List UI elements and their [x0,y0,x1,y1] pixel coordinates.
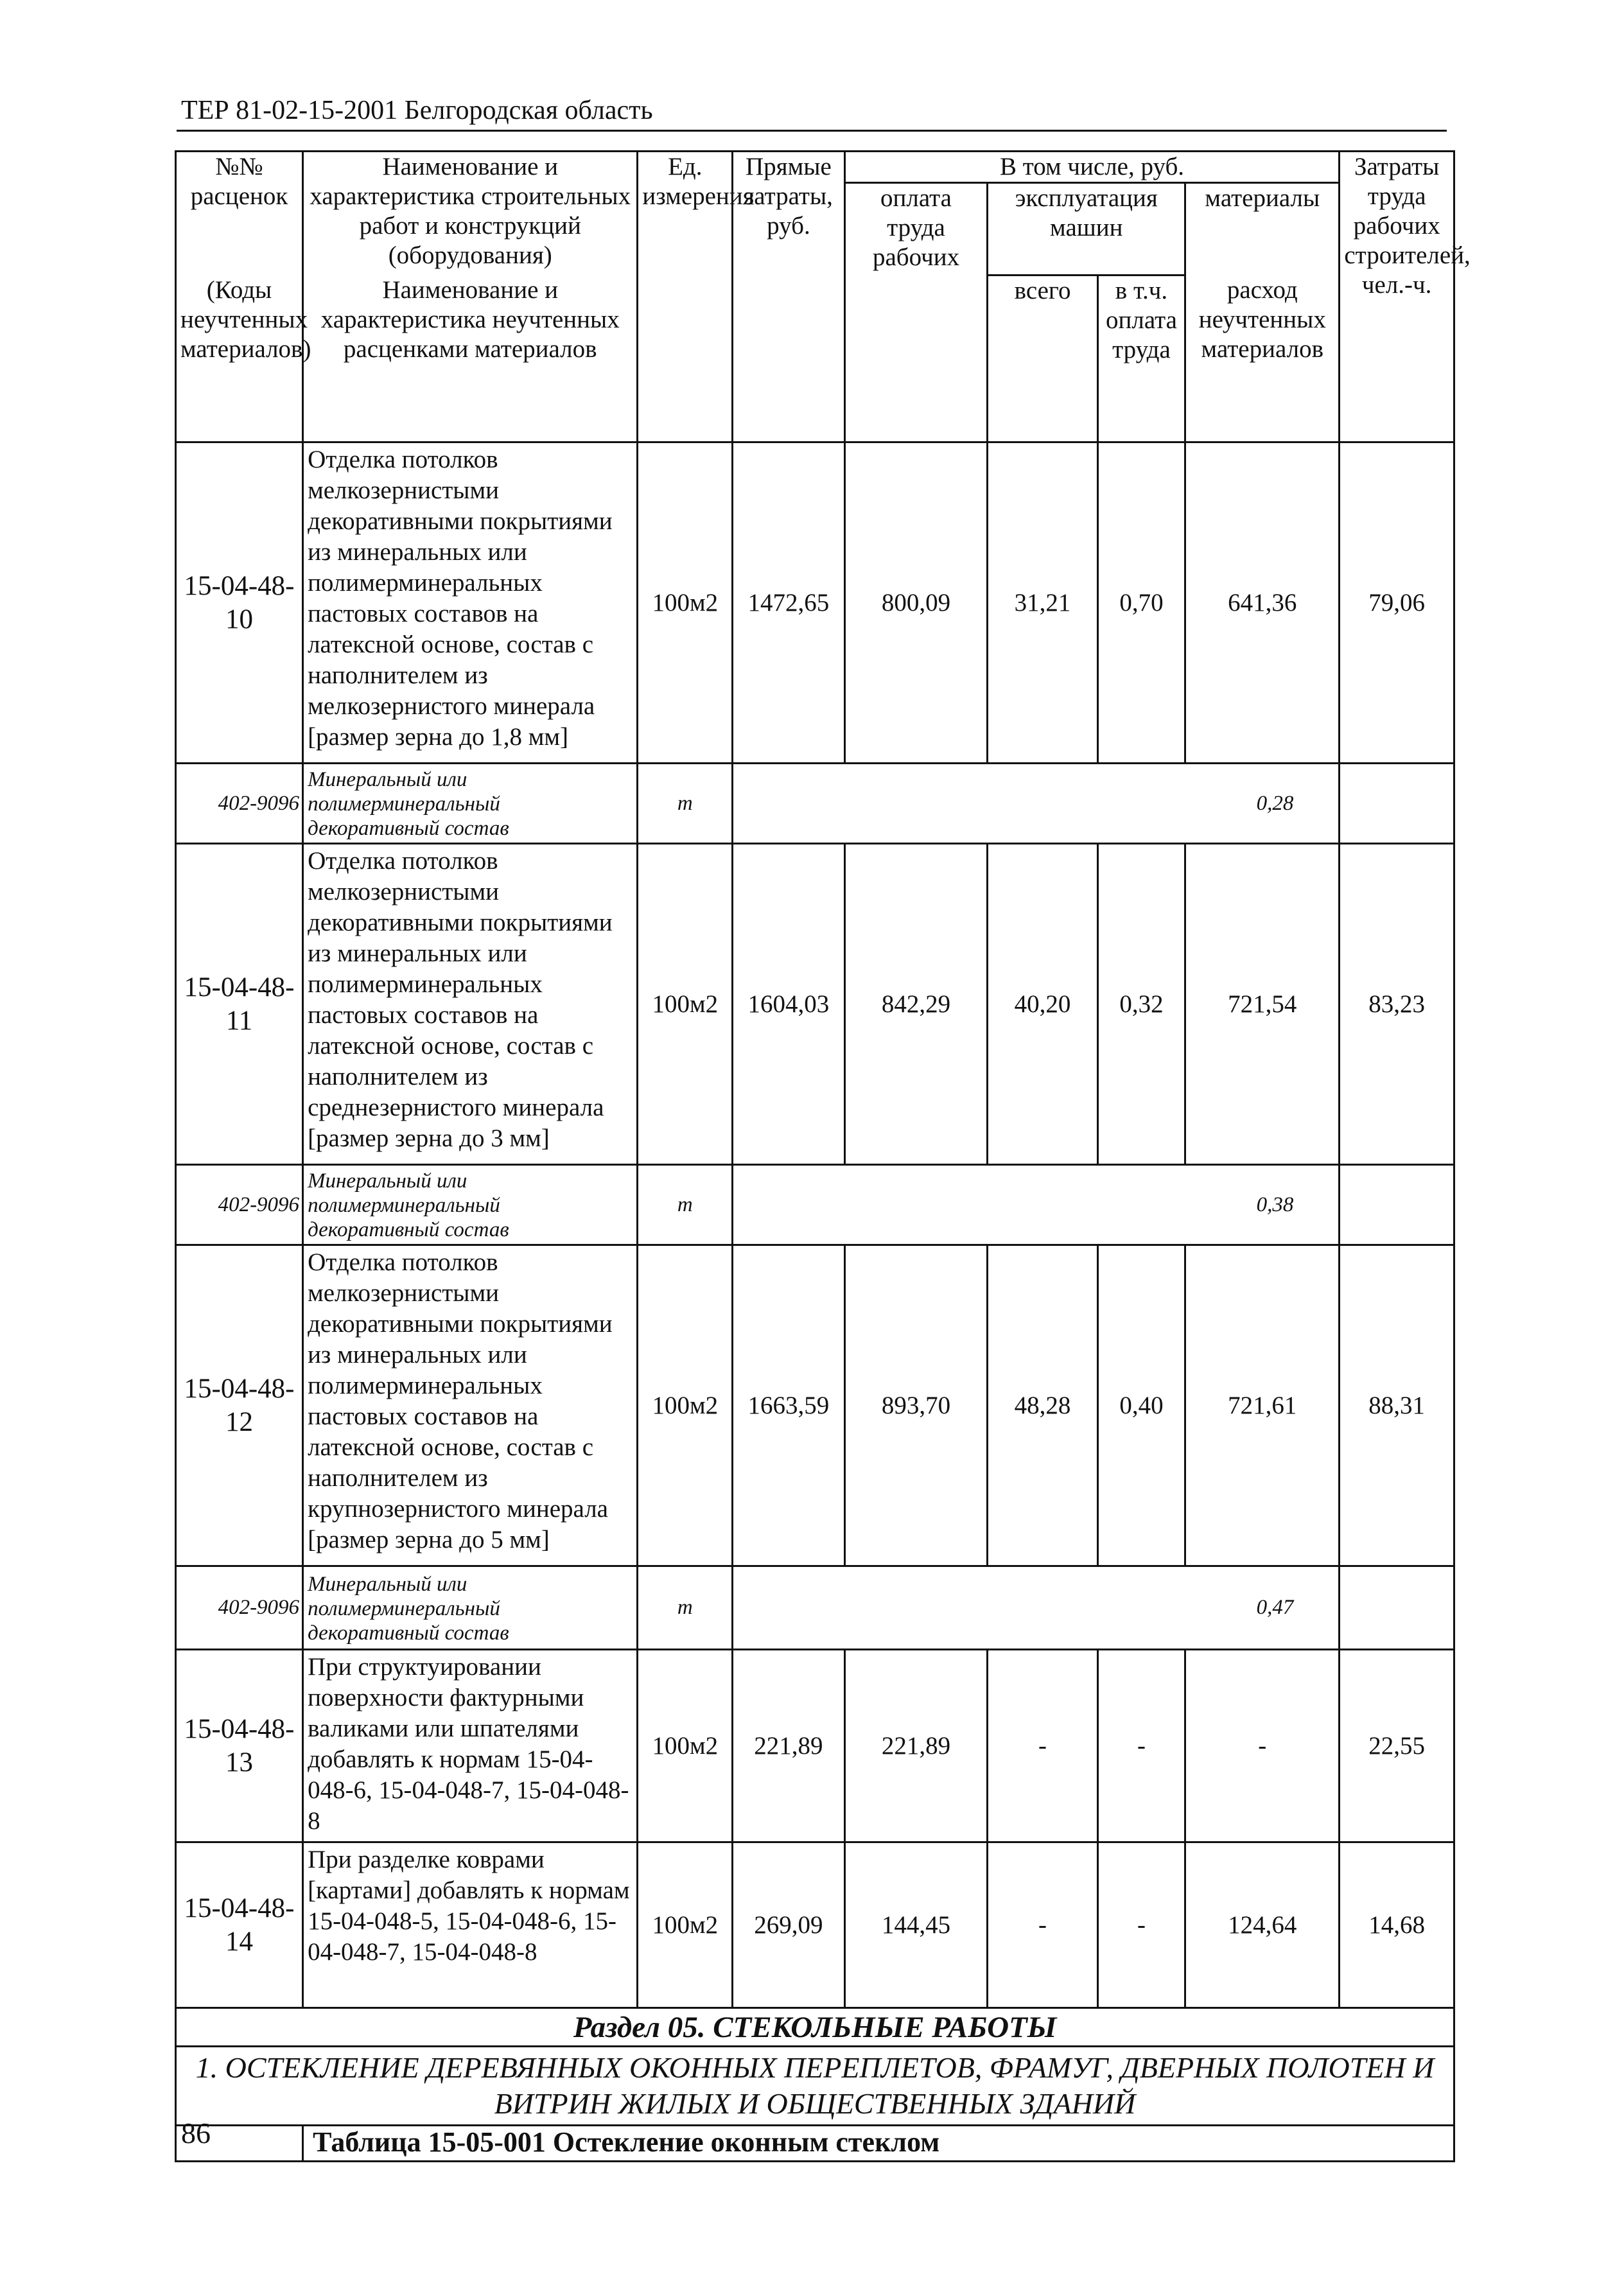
material-unit: т [638,1566,733,1650]
material-consumption: 0,28 [733,764,1340,844]
material-empty [1340,1165,1454,1245]
table-row [176,442,1454,764]
hdr-mat-name: Наименование и характеристика неучтенных расценками материалов [303,276,638,442]
hdr-machine-ops: эксплуатация машин [988,183,1185,276]
hdr-including: В том числе, руб. [844,152,1340,183]
rate-direct-costs: 269,09 [733,1842,844,2008]
rate-code: 15-04-48-13 [176,1650,303,1842]
hdr-code: №№ расценок [176,152,303,276]
rate-unit: 100м2 [638,1245,733,1566]
rate-labor-hours: 88,31 [1340,1245,1454,1566]
rate-code: 15-04-48-10 [176,442,303,764]
section-title: Раздел 05. СТЕКОЛЬНЫЕ РАБОТЫ [176,2008,1454,2047]
material-unit: т [638,764,733,844]
rate-unit: 100м2 [638,1842,733,2008]
header-rule [177,130,1447,132]
material-empty [1340,1566,1454,1650]
material-code: 402-9096 [176,764,303,844]
rate-description: Отделка потолков мелкозернистыми декоративными покрытиями из минеральных или полимерминеральных пастовых составов на латексной основе, состав с наполнителем из крупнозернистого минерала [размер зерна до 5 мм] [303,1245,638,1566]
rate-materials: 124,64 [1185,1842,1340,2008]
material-code: 402-9096 [176,1566,303,1650]
header-row-1 [176,152,1454,183]
rate-direct-costs: 1604,03 [733,844,844,1165]
rate-machine-pay: 0,40 [1097,1245,1185,1566]
rate-labor-pay: 221,89 [844,1650,988,1842]
rate-description: Отделка потолков мелкозернистыми декоративными покрытиями из минеральных или полимерминеральных пастовых составов на латексной основе, состав с наполнителем из мелкозернистого минерала [размер зерна до 1,8 мм] [303,442,638,764]
rate-materials: 721,61 [1185,1245,1340,1566]
table-title: Таблица 15-05-001 Остекление оконным стеклом [303,2126,1454,2162]
table-row [176,1650,1454,1842]
material-row [176,764,1454,844]
material-code: 402-9096 [176,1165,303,1245]
rates-table [175,150,1471,2162]
subsection-row [176,2047,1454,2126]
rate-materials: 641,36 [1185,442,1340,764]
table-row [176,1245,1454,1566]
rate-description: Отделка потолков мелкозернистыми декоративными покрытиями из минеральных или полимерминеральных пастовых составов на латексной основе, состав с наполнителем из среднезернистого минерала [размер зерна до 3 мм] [303,844,638,1165]
rate-code: 15-04-48-12 [176,1245,303,1566]
material-row [176,1165,1454,1245]
rate-unit: 100м2 [638,1650,733,1842]
rate-machine-pay: 0,70 [1097,442,1185,764]
material-unit: т [638,1165,733,1245]
hdr-materials: материалы [1185,183,1340,276]
hdr-labor-costs: Затраты труда рабочих строителей, чел.-ч. [1340,152,1454,442]
rate-labor-pay: 144,45 [844,1842,988,2008]
hdr-name: Наименование и характеристика строительных работ и конструкций (оборудования) [303,152,638,276]
document-header: ТЕР 81-02-15-2001 Белгородская область [181,96,653,125]
rate-machine-total: - [988,1842,1097,2008]
material-consumption: 0,47 [733,1566,1340,1650]
material-name: Минеральный или полимерминеральный декоративный состав [303,1566,638,1650]
rate-machine-total: 40,20 [988,844,1097,1165]
rate-materials: 721,54 [1185,844,1340,1165]
rate-labor-hours: 79,06 [1340,442,1454,764]
rate-machine-total: 31,21 [988,442,1097,764]
rate-labor-pay: 842,29 [844,844,988,1165]
rate-direct-costs: 1663,59 [733,1245,844,1566]
rate-materials: - [1185,1650,1340,1842]
rate-code: 15-04-48-11 [176,844,303,1165]
section-row [176,2008,1454,2047]
rate-code: 15-04-48-14 [176,1842,303,2008]
subsection-title: 1. ОСТЕКЛЕНИЕ ДЕРЕВЯННЫХ ОКОННЫХ ПЕРЕПЛЕТОВ, ФРАМУГ, ДВЕРНЫХ ПОЛОТЕН И ВИТРИН ЖИЛЫХ И ОБЩЕСТВЕННЫХ ЗДАНИЙ [176,2047,1454,2126]
rate-description: При разделке коврами [картами] добавлять к нормам 15-04-048-5, 15-04-048-6, 15-04-048-7, 15-04-048-8 [303,1842,638,2008]
hdr-machine-total: всего [988,276,1097,442]
rate-machine-total: - [988,1650,1097,1842]
material-consumption: 0,38 [733,1165,1340,1245]
rate-direct-costs: 1472,65 [733,442,844,764]
material-row [176,1566,1454,1650]
rate-unit: 100м2 [638,442,733,764]
material-name: Минеральный или полимерминеральный декоративный состав [303,764,638,844]
material-name: Минеральный или полимерминеральный декоративный состав [303,1165,638,1245]
rate-machine-pay: 0,32 [1097,844,1185,1165]
rate-labor-hours: 14,68 [1340,1842,1454,2008]
rate-labor-pay: 800,09 [844,442,988,764]
rate-labor-pay: 893,70 [844,1245,988,1566]
hdr-direct-costs: Прямые затраты, руб. [733,152,844,442]
rate-labor-hours: 22,55 [1340,1650,1454,1842]
table-title-row [176,2126,1454,2162]
rate-direct-costs: 221,89 [733,1650,844,1842]
hdr-labor-pay: оплата труда рабочих [844,183,988,442]
rate-machine-total: 48,28 [988,1245,1097,1566]
hdr-machine-incl-pay: в т.ч. оплата труда [1097,276,1185,442]
rate-unit: 100м2 [638,844,733,1165]
hdr-unit: Ед. измерения [638,152,733,442]
rate-machine-pay: - [1097,1842,1185,2008]
table-row [176,844,1454,1165]
hdr-mat-consumption: расход неучтенных материалов [1185,276,1340,442]
page-number: 86 [181,2117,211,2149]
rate-labor-hours: 83,23 [1340,844,1454,1165]
material-empty [1340,764,1454,844]
hdr-mat-code: (Коды неучтенных материалов) [176,276,303,442]
table-row [176,1842,1454,2008]
rate-machine-pay: - [1097,1650,1185,1842]
rate-description: При структуировании поверхности фактурными валиками или шпателями добавлять к нормам 15-04-048-6, 15-04-048-7, 15-04-048-8 [303,1650,638,1842]
